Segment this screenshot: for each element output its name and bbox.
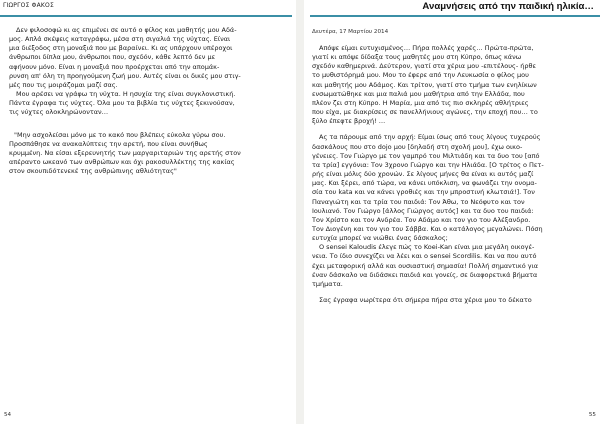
body-line: που είχα, με διακρίσεις σε πανελλήνιους αγώνες, την εποχή που… το <box>312 108 538 117</box>
body-line: τα τρία] εγγόνια: Τον 3χρονο Γιώργο και την Ηλιάδα. [Ο τρίτος ο Πετ- <box>312 160 544 169</box>
body-line: νεια. Το ίδιο συνεχίζει να λέει και ο sensei Scordilis. Και να που αυτό <box>312 252 537 261</box>
page-number-left: 54 <box>4 412 12 418</box>
body-line: σία του kata και να κάνει γροθιές και την μπροστινή κλωτσιά!]. Τον <box>312 188 535 197</box>
entry-date: Δευτέρα, 17 Μαρτίου 2014 <box>312 29 389 35</box>
body-line: Τον Διογένη και τον γιο του Σάββα. Και ο κατάλογος μεγαλώνει. Πόση <box>312 224 543 233</box>
body-line: ενσωματώθηκε και μια παλιά μου μαθήτρια από την Ελλάδα, που <box>312 89 525 98</box>
body-line: ξύλο έπεφτε βροχή! … <box>312 117 386 126</box>
header-rule <box>0 15 292 17</box>
section-title: Αναμνήσεις από την παιδική ηλικία… <box>422 1 594 12</box>
header-rule <box>310 15 600 17</box>
body-line: πλέον ζει στη Κύπρο. Η Μαρία, μια από τις πιο σκληρές αθλήτριες <box>312 98 529 107</box>
body-line: γένειες. Τον Γιώργο με τον γαμπρό του Μιλτιάδη και τα δυο του [από <box>312 151 540 160</box>
body-line: μας. Και ξέρει, από τώρα, να κάνει υπόκλιση, να φωνάζει την ονομα- <box>312 179 537 188</box>
body-line: δασκάλους που στο dojo μου [δηλαδή στη σχολή μου], έχω οικο- <box>312 142 523 151</box>
right-body-text <box>312 44 594 305</box>
body-line: Μου αρέσει να γράφω τη νύχτα. Η ησυχία της είναι συγκλονιστική. <box>16 90 236 99</box>
body-line: ευτυχία μπορεί να νιώθει ένας δάσκαλος; <box>312 234 448 243</box>
body-line: Απόψε είμαι ευτυχισμένος… Πήρα πολλές χαρές… Πρώτα-πρώτα, <box>319 44 534 52</box>
quote-line: κρυμμένη. Να είσαι εξερευνητής των μαργαριταριών της αρετής στον <box>9 148 241 157</box>
body-line: Ας τα πάρουμε από την αρχή: Είμαι ίσως από τους λίγους τυχερούς <box>319 133 541 142</box>
quote-line: "Μην ασχολείσαι μόνο με το κακό που βλέπεις εύκολα γύρω σου. <box>14 130 226 139</box>
body-line: Ο sensei Kaloudis έλεγε πώς το Koei-Kan είναι μια μεγάλη οικογέ- <box>319 243 535 252</box>
body-line: τις νύχτες ολοκληρώνονταν… <box>9 108 109 117</box>
left-body-text <box>9 26 290 176</box>
body-line: μές που τις μοιράζομαι μαζί σας. <box>9 80 118 89</box>
body-line: έχει μεταφορική αλλά και ουσιαστική σημασία! Πολλή σημαντικό για <box>312 261 539 270</box>
quote-line: απέραντο ωκεανό των ανθρώπων και όχι ρακοσυλλέκτης της κακίας <box>9 158 235 167</box>
body-line: μος. Απλά σκέψεις καταγράφω, μέσα στη σιγαλιά της νύχτας. Είναι <box>9 35 231 44</box>
body-line: αφήνουν μόνο. Είναι η μοναξιά που προέρχεται από την απομάκ- <box>9 62 220 71</box>
body-line: ρυνση απ' όλη τη προηγούμενη ζωή μου. Αυτές είναι οι δικές μου στιγ- <box>9 71 241 80</box>
body-line: Πάντα έγραφα τις νύχτες. Όλα μου τα βιβλία τις νύχτες ξεκινούσαν, <box>9 99 235 108</box>
body-line: Δεν φιλοσοφώ κι ας επιμένει σε αυτό ο φίλος και μαθητής μου Αδά- <box>16 26 237 34</box>
body-line: σχεδόν καθημερινά. Δεύτερον, γιατί στα χέρια μου -επιτέλους- ήρθε <box>312 62 537 71</box>
body-line: και μαθητής μου Αδάμος. Και τρίτον, γιατί στο τμήμα των ενηλίκων <box>312 80 537 89</box>
quote-line: στον σκουπιδότενεκέ της ανθρώπινης αθλιότητας" <box>9 167 177 176</box>
running-head-author: ΓΙΩΡΓΟΣ ΦΑΚΟΣ <box>3 2 54 9</box>
right-page <box>304 0 600 424</box>
left-page <box>0 0 296 424</box>
body-line: Παναγιώτη και τα τρία του παιδιά: Τον Άθω, το Νεόφυτο και τον <box>312 197 525 206</box>
body-line: το μυθιστόρημά μου. Μου το έφερε από την Λευκωσία ο φίλος μου <box>312 71 529 80</box>
body-line: ρής είναι μόλις δύο χρονών. Σε λίγους μήνες θα είναι κι αυτός μαζί <box>312 170 534 179</box>
body-line: έναν δάσκαλο να διδάσκει παιδιά και γονείς, σε διαφορετικά βήματα <box>312 270 538 279</box>
page-number-right: 55 <box>588 412 596 418</box>
body-line: Σας έγραφα νωρίτερα ότι σήμερα πήρα στα χέρια μου το δέκατο <box>319 296 532 305</box>
quote-line: Προσπάθησε να ανακαλύπτεις την αρετή, που είναι συνήθως <box>9 139 208 148</box>
body-line: μια διέξοδος στη μοναξιά που με βαραίνει. Κι ας υπάρχουν υπέροχοι <box>9 44 233 53</box>
body-line: Ιουλιανό. Τον Γιώργο [άλλος Γιώργος αυτός] και τα δυο του παιδιά: <box>312 206 534 215</box>
body-line: Τον Χρίστο και τον Ανδρέα. Τον Αδάμο και τον γιο του Αλέξανδρο. <box>312 215 531 224</box>
body-line: γιατί κι απόψε δίδαξα τους μαθητές μου στη Κύπρο, όπως κάνω <box>312 53 522 62</box>
body-line: άνθρωποι δίπλα μου, άνθρωποι που, σχεδόν, κάθε λεπτό δεν με <box>9 53 216 62</box>
body-line: τμήματα. <box>312 279 343 288</box>
